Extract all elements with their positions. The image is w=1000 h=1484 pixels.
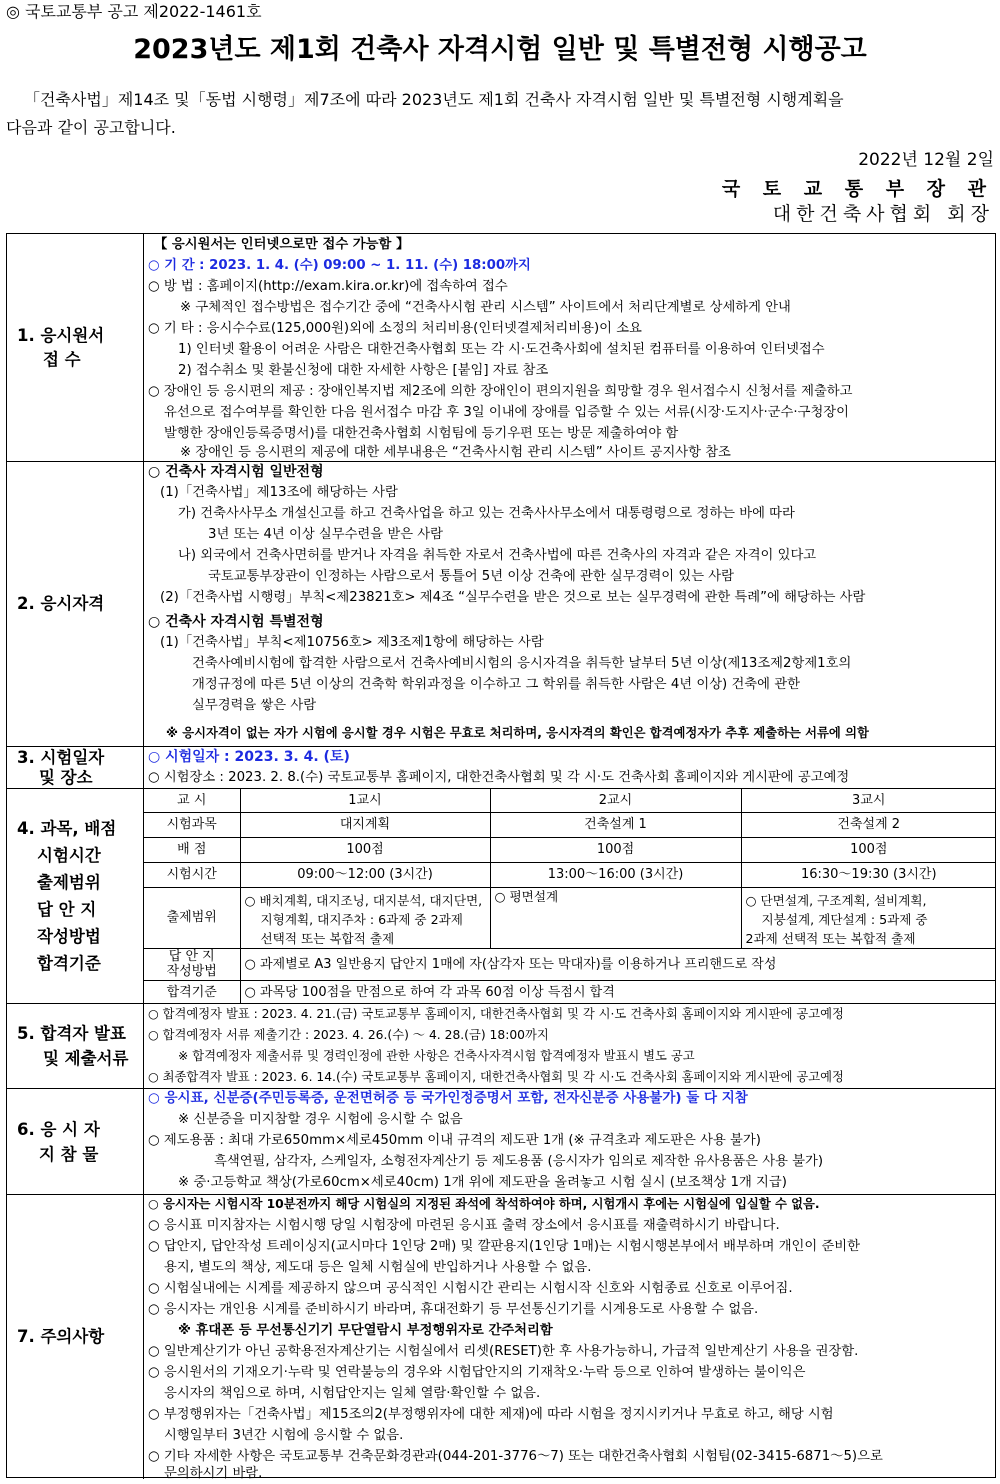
section-content — [144, 1089, 995, 1194]
precaution-warning: ※ 휴대폰 등 무선통신기기 무단열람시 부정행위자로 간주처리함 — [178, 1323, 553, 1338]
table-cell: 100점 — [240, 837, 490, 862]
section-content — [144, 747, 995, 788]
eligibility-line: 가) 건축사사무소 개설신고를 하고 건축사업을 하고 있는 건축사사무소에서 대통령령으로 정하는 바에 따라 — [178, 506, 795, 521]
precaution-line: 용지, 별도의 책상, 제도대 등은 일체 시험실에 반입하거나 사용할 수 없음. — [164, 1260, 592, 1275]
results-line: ○ 합격예정자 발표 : 2023. 4. 21.(금) 국토교통부 홈페이지, 대한건축사협회 및 각 시·도 건축사회 홈페이지와 게시판에 공고예정 — [148, 1007, 844, 1021]
table-cell: 건축설계 2 — [741, 812, 996, 837]
eligibility-line: 개정규정에 따른 5년 이상의 건축학 학위과정을 이수하고 그 학위를 취득한 사람은 4년 이상) 건축에 관한 — [192, 677, 800, 692]
general-track-title: ○ 건축사 자격시험 일반전형 — [148, 464, 324, 480]
exam-venue-line: ○ 시험장소 : 2023. 2. 8.(수) 국토교통부 홈페이지, 대한건축사협회 및 각 시·도 건축사회 홈페이지와 게시판에 공고예정 — [148, 770, 850, 785]
section-results — [7, 1004, 995, 1089]
table-cell: 100점 — [490, 837, 741, 862]
eligibility-line: (1)「건축사법」부칙<제10756호> 제3조제1항에 해당하는 사람 — [160, 635, 544, 650]
cell-line: ○ 단면설계, 구조계획, 설비계획, — [745, 892, 927, 908]
table-cell: 교 시 — [144, 789, 240, 812]
precaution-line: 문의하시기 바람. — [164, 1466, 263, 1481]
announcement-date: 2022년 12월 2일 — [858, 150, 994, 170]
note-line: ※ 장애인 등 응시편의 제공에 대한 세부내용은 “건축사시험 관리 시스템” 사이트 공지사항 참조 — [180, 445, 731, 460]
table-row — [144, 789, 996, 812]
eligibility-line: 국토교통부장관이 인정하는 사람으로서 통틀어 5년 이상 건축에 관한 실무경력이 있는 사람 — [208, 569, 734, 584]
table-cell: 13:00～16:00 (3시간) — [490, 862, 741, 887]
table-cell: 16:30～19:30 (3시간) — [741, 862, 996, 887]
heading-line: 1. 응시원서 — [17, 325, 105, 345]
belongings-line: ○ 제도용품 : 최대 가로650mm×세로450mm 이내 규격의 제도판 1개 (※ 규격초과 제도판은 사용 불가) — [148, 1133, 761, 1148]
table-cell: 대지계획 — [240, 812, 490, 837]
cell-line: 선택적 또는 복합적 출제 — [260, 930, 395, 946]
heading-line: 5. 합격자 발표 — [17, 1024, 126, 1043]
table-row — [144, 980, 996, 1004]
heading-line: 6. 응 시 자 — [17, 1119, 100, 1139]
etc-sub-line: 2) 접수취소 및 환불신청에 대한 자세한 사항은 [붙임] 자료 참조 — [178, 363, 549, 378]
table-cell: 100점 — [741, 837, 996, 862]
belongings-note-line: ※ 중·고등학교 책상(가로60cm×세로40cm) 1개 위에 제도판을 올려놓고 시험 실시 (보조책상 1개 지급) — [178, 1175, 787, 1190]
table-cell: 09:00～12:00 (3시간) — [240, 862, 490, 887]
announcement-table — [6, 233, 996, 1481]
precaution-line: ○ 응시표 미지참자는 시험시행 당일 시험장에 마련된 응시표 출력 장소에서 응시표를 재출력하시기 바랍니다. — [148, 1218, 780, 1233]
precaution-line: ○ 응시자는 시험시작 10분전까지 해당 시험실의 지정된 좌석에 착석하여야 하며, 시험개시 후에는 시험실에 입실할 수 없음. — [148, 1197, 820, 1211]
precaution-line: ○ 응시원서의 기재오기·누락 및 연락불능의 경우와 시험답안지의 기재착오·누락 등으로 인하여 발생하는 불이익은 — [148, 1365, 806, 1380]
heading-line: 및 장소 — [39, 767, 93, 787]
heading-line: 출제범위 — [37, 873, 101, 892]
disability-line: 발행한 장애인등록증명서)를 대한건축사협회 시험팀에 등기우편 또는 방문 제출하여야 함 — [164, 426, 679, 441]
section-heading: 2. 응시자격 — [7, 462, 144, 746]
cell-line: ○ 배치계획, 대지조닝, 대지분석, 대지단면, — [244, 892, 483, 908]
eligibility-line: 3년 또는 4년 이상 실무수련을 받은 사람 — [208, 527, 443, 542]
results-line: ○ 최종합격자 발표 : 2023. 6. 14.(수) 국토교통부 홈페이지, 대한건축사협회 및 각 시·도 건축사회 홈페이지와 게시판에 공고예정 — [148, 1070, 844, 1084]
section-heading — [7, 789, 144, 1003]
table-cell — [144, 948, 240, 980]
section-heading — [7, 1089, 144, 1194]
issuer-minister: 국 토 교 통 부 장 관 — [721, 178, 994, 200]
table-row — [144, 862, 996, 887]
table-cell: ○ 과제별로 A3 일반용지 답안지 1매에 자(삼각자 또는 막대자)를 이용하거나 프리핸드로 작성 — [240, 948, 996, 980]
table-cell: 시험시간 — [144, 862, 240, 887]
notice-line: 【 응시원서는 인터넷으로만 접수 가능함 】 — [154, 237, 410, 252]
heading-line: 4. 과목, 배점 — [17, 819, 117, 838]
method-line: ○ 방 법 : 홈페이지(http://exam.kira.or.kr)에 접속하여 접수 — [148, 279, 508, 294]
table-cell: ○ 과목당 100점을 만점으로 하여 각 과목 60점 이상 득점시 합격 — [240, 980, 996, 1004]
eligibility-warning: ※ 응시자격이 없는 자가 시험에 응시할 경우 시험은 무효로 처리하며, 응시자격의 확인은 합격예정자가 추후 제출하는 서류에 의함 — [166, 726, 869, 740]
results-note-line: ※ 합격예정자 제출서류 및 경력인정에 관한 사항은 건축사자격시험 합격예정자 발표시 별도 공고 — [178, 1049, 695, 1063]
table-cell: 2교시 — [490, 789, 741, 812]
table-cell: 건축설계 1 — [490, 812, 741, 837]
section-content — [144, 1004, 995, 1088]
intro-line: 다음과 같이 공고합니다. — [6, 118, 176, 137]
intro-line: 「건축사법」제14조 및「동법 시행령」제7조에 따라 2023년도 제1회 건축사 자격시험 일반 및 특별전형 시행계획을 — [24, 90, 844, 109]
section-subjects — [7, 789, 995, 1004]
etc-line: ○ 기 타 : 응시수수료(125,000원)외에 소정의 처리비용(인터넷결제처리비용)이 소요 — [148, 321, 642, 336]
heading-line: 접 수 — [43, 349, 81, 369]
notice-number: ◎ 국토교통부 공고 제2022-1461호 — [6, 2, 262, 21]
results-line: ○ 합격예정자 서류 제출기간 : 2023. 4. 26.(수) ～ 4. 28.(금) 18:00까지 — [148, 1028, 549, 1042]
table-cell: 3교시 — [741, 789, 996, 812]
cell-line: 답 안 지 — [168, 949, 215, 964]
cell-line: 2과제 선택적 또는 복합적 출제 — [745, 930, 916, 946]
precaution-line: ○ 응시자는 개인용 시계를 준비하시기 바라며, 휴대전화기 등 무선통신기기를 시계용도로 사용할 수 없음. — [148, 1302, 759, 1317]
eligibility-line: 나) 외국에서 건축사면허를 받거나 자격을 취득한 자로서 건축사법에 따른 건축사의 자격과 같은 자격이 있다고 — [178, 548, 817, 563]
disability-line: 유선으로 접수여부를 확인한 다음 원서접수 마감 후 3일 이내에 장애를 입증할 수 있는 서류(시장·도지사·군수·구청장이 — [164, 405, 849, 420]
page-title: 2023년도 제1회 건축사 자격시험 일반 및 특별전형 시행공고 — [133, 34, 867, 65]
heading-line: 3. 시험일자 — [17, 747, 105, 767]
table-row — [144, 837, 996, 862]
etc-sub-line: 1) 인터넷 활용이 어려운 사람은 대한건축사협회 또는 각 시·도건축사회에 설치된 컴퓨터를 이용하여 인터넷접수 — [178, 342, 825, 357]
section-precautions — [7, 1195, 995, 1479]
table-cell: 1교시 — [240, 789, 490, 812]
issuer-association: 대한건축사협회 회장 — [772, 203, 994, 225]
heading-line: 합격기준 — [37, 954, 101, 973]
cell-line: 지형계획, 대지주차 : 6과제 중 2과제 — [260, 911, 463, 927]
belongings-line: ○ 응시표, 신분증(주민등록증, 운전면허증 등 국가인정증명서 포함, 전자신분증 사용불가) 둘 다 지참 — [148, 1090, 748, 1106]
table-row — [144, 948, 996, 980]
heading-line: 작성방법 — [37, 927, 101, 946]
section-belongings — [7, 1089, 995, 1195]
note-line: ※ 구체적인 접수방법은 접수기간 중에 “건축사시험 관리 시스템” 사이트에서 처리단계별로 상세하게 안내 — [180, 300, 791, 315]
section-application — [7, 234, 995, 462]
table-cell: 합격기준 — [144, 980, 240, 1004]
precaution-line: ○ 답안지, 답안작성 트레이싱지(교시마다 1인당 2매) 및 깔판용지(1인당 1매)는 시험시행본부에서 배부하며 개인이 준비한 — [148, 1239, 860, 1254]
heading-line: 지 참 물 — [39, 1144, 99, 1164]
precaution-line: 시행일부터 3년간 시험에 응시할 수 없음. — [164, 1428, 404, 1443]
section-heading — [7, 234, 144, 461]
section-heading: 7. 주의사항 — [7, 1195, 144, 1479]
section-heading — [7, 747, 144, 788]
cell-line: 작성방법 — [166, 964, 217, 979]
table-cell: ○ 평면설계 — [490, 887, 741, 948]
exam-date-line: ○ 시험일자 : 2023. 3. 4. (토) — [148, 749, 350, 765]
section-content — [144, 234, 995, 461]
exam-schedule-table — [144, 789, 996, 1004]
section-eligibility — [7, 462, 995, 747]
table-cell: 출제범위 — [144, 887, 240, 948]
special-track-title: ○ 건축사 자격시험 특별전형 — [148, 614, 324, 630]
table-row — [144, 887, 996, 948]
heading-line: 시험시간 — [37, 846, 101, 865]
belongings-note-line: ※ 신분증을 미지참할 경우 시험에 응시할 수 없음 — [178, 1112, 463, 1127]
heading-line: 답 안 지 — [37, 900, 97, 919]
disability-line: ○ 장애인 등 응시편의 제공 : 장애인복지법 제2조에 의한 장애인이 편의지원을 희망할 경우 원서접수시 신청서를 제출하고 — [148, 384, 853, 399]
table-cell: 시험과목 — [144, 812, 240, 837]
precaution-line: ○ 기타 자세한 사항은 국토교통부 건축문화경관과(044-201-3776～7) 또는 대한건축사협회 시험팀(02-3415-6871～5)으로 — [148, 1449, 883, 1464]
precaution-line: ○ 부정행위자는「건축사법」제15조의2(부정행위자에 대한 제재)에 따라 시험을 정지시키거나 무효로 하고, 해당 시험 — [148, 1407, 834, 1422]
precaution-line: ○ 시험실내에는 시계를 제공하지 않으며 공식적인 시험시간 관리는 시험시작 신호와 시험종료 신호로 이루어짐. — [148, 1281, 793, 1296]
section-content — [144, 462, 995, 746]
table-cell — [240, 887, 490, 948]
belongings-line: 흑색연필, 삼각자, 스케일자, 소형전자계산기 등 제도용품 (응시자가 임의로 제작한 유사용품은 사용 불가) — [214, 1154, 824, 1169]
precaution-line: 응시자의 책임으로 하며, 시험답안지는 일체 열람·확인할 수 없음. — [164, 1386, 541, 1401]
heading-line: 및 제출서류 — [43, 1049, 129, 1068]
period-line: ○ 기 간 : 2023. 1. 4. (수) 09:00 ~ 1. 11. (수) 18:00까지 — [148, 258, 531, 273]
section-exam-date — [7, 747, 995, 789]
table-cell: 배 점 — [144, 837, 240, 862]
table-row — [144, 812, 996, 837]
cell-line: 지붕설계, 계단설계 : 5과제 중 — [761, 911, 928, 927]
eligibility-line: (2)「건축사법 시행령」부칙<제23821호> 제4조 “실무수련을 받은 것으로 보는 실무경력에 관한 특례”에 해당하는 사람 — [160, 590, 866, 605]
intro-text — [6, 86, 996, 142]
table-cell — [741, 887, 996, 948]
section-content — [144, 789, 995, 1003]
precaution-line: ○ 일반계산기가 아닌 공학용전자계산기는 시험실에서 리셋(RESET)한 후 사용가능하니, 가급적 일반계산기 사용을 권장함. — [148, 1344, 859, 1359]
section-heading — [7, 1004, 144, 1088]
eligibility-line: 건축사예비시험에 합격한 사람으로서 건축사예비시험의 응시자격을 취득한 날부터 5년 이상(제13조제2항제1호의 — [192, 656, 852, 671]
eligibility-line: (1)「건축사법」제13조에 해당하는 사람 — [160, 485, 398, 500]
eligibility-line: 실무경력을 쌓은 사람 — [192, 698, 317, 713]
section-content — [144, 1195, 995, 1479]
